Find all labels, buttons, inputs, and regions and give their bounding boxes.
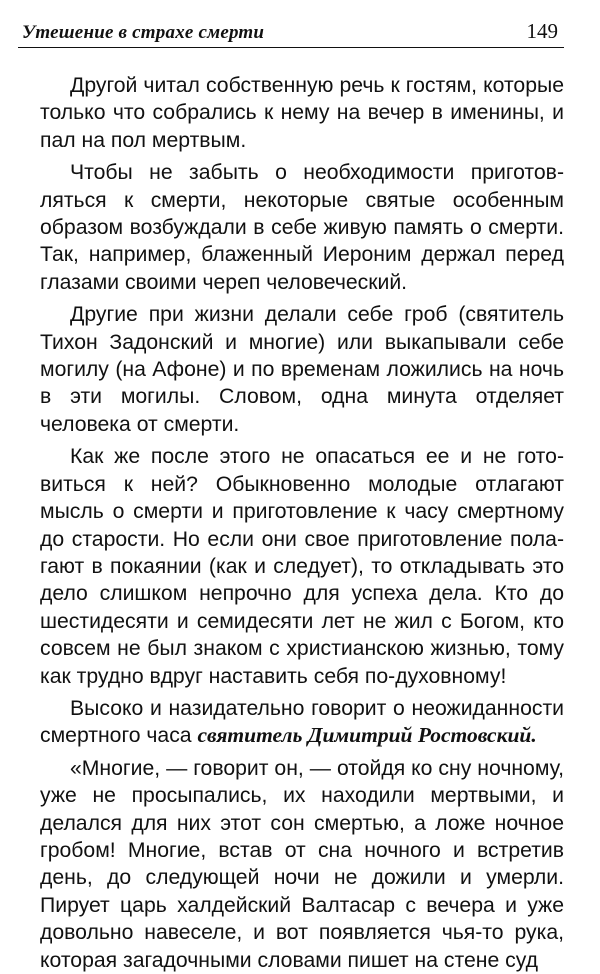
emphasized-name: святитель Димитрий Ростовский. <box>197 723 537 748</box>
page-number: 149 <box>526 19 558 43</box>
body-text <box>40 72 564 974</box>
running-head <box>18 14 564 48</box>
running-title: Утешение в страхе смерти <box>22 22 265 43</box>
paragraph: Другой читал собственную речь к гостям, которые только что собрались к нему на вечер в именины, и пал на пол мертвым. <box>40 74 564 152</box>
paragraph: «Многие, — говорит он, — отойдя ко сну ночному, уже не просыпались, их находили мертвыми, и делался для них этот сон смертью, а ложе ночное гробом! Многие, встав от сна ночного и встретив день, до следующей ночи не дожили и умерли. Пирует царь халдейский Валтасар с вечера и уже довольно навеселе, и вот появляется чья-то рука, которая загадочными словами пишет на стене суд <box>40 756 564 972</box>
paragraph: Другие при жизни делали себе гроб (святитель Тихон Задонский и многие) или выкапывали себе могилу (на Афоне) и по временам ложились на ночь в эти могилы. Словом, одна минута отделяет человека от смерти. <box>40 303 564 436</box>
paragraph: Чтобы не забыть о необходимости приготовляться к смерти, некоторые святые особенным образом возбуждали в себе живую память о смерти. Так, например, блаженный Иероним держал перед глазами своими череп человеческий. <box>40 161 564 294</box>
paragraph <box>40 695 564 750</box>
paragraph: Как же после этого не опасаться ее и не готовиться к ней? Обыкновенно молодые отлагают мысль о смерти и приготовление к часу смертному до старости. Но если они свое приготовление полагают в покаянии (как и следует), то откладывать это дело слишком непрочно для успеха дела. Кто до шестидесяти и семидесяти лет не жил с Богом, кто совсем не был знаком с христианскою жизнью, тому как трудно вдруг наставить себя по-духовному! <box>40 445 564 688</box>
paragraph-text: Высоко и назидательно говорит о неожиданности смертного часа <box>40 696 564 748</box>
